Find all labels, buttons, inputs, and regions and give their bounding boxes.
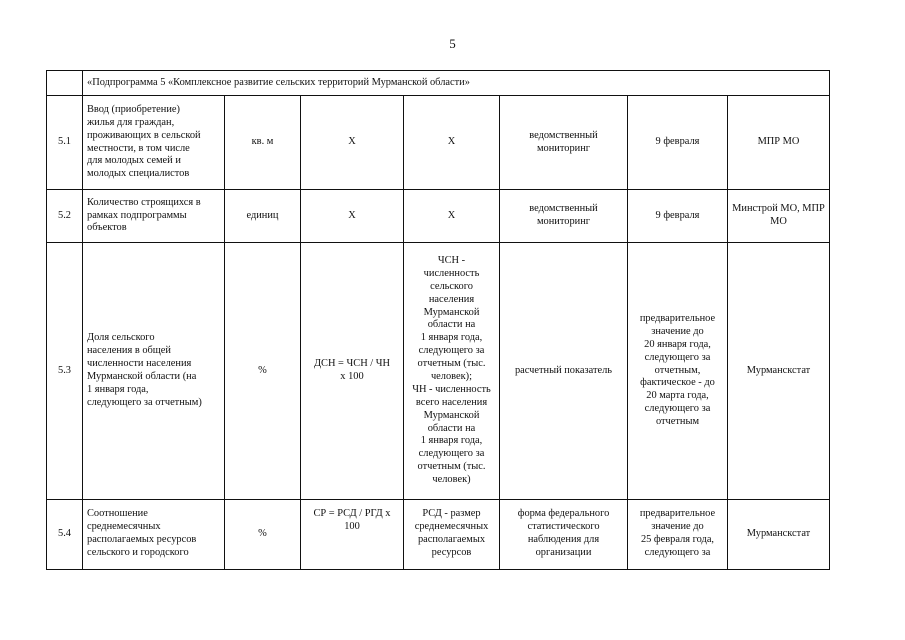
method-cell-line: наблюдения для bbox=[527, 533, 600, 545]
definition-cell-line: 1 января года, bbox=[420, 435, 483, 447]
method-cell bbox=[500, 243, 628, 500]
definition-cell-line: следующего за bbox=[418, 345, 485, 357]
method-cell-line: ведомственный bbox=[529, 203, 598, 215]
deadline-cell-line: следующего за bbox=[644, 546, 711, 558]
definition-cell-line: Х bbox=[447, 209, 456, 221]
indicator-name-line: 1 января года, bbox=[87, 383, 149, 395]
method-cell bbox=[500, 190, 628, 243]
definition-cell-line: располагаемых bbox=[417, 533, 486, 545]
definition-cell bbox=[404, 190, 500, 243]
definition-cell-line: населения bbox=[428, 293, 475, 305]
formula-cell bbox=[301, 190, 404, 243]
method-cell-line: ведомственный bbox=[529, 129, 598, 141]
indicator-name-line: населения в общей bbox=[87, 345, 171, 357]
deadline-cell-line: 20 марта года, bbox=[646, 390, 709, 402]
indicator-name bbox=[83, 190, 225, 243]
formula-cell-line: 100 bbox=[344, 520, 360, 532]
method-cell-line: статистического bbox=[527, 520, 600, 532]
deadline-cell-line: следующего за bbox=[644, 403, 711, 415]
method-cell bbox=[500, 500, 628, 570]
method-cell-line: организации bbox=[535, 546, 592, 558]
definition-cell-line: ЧН - численность bbox=[412, 383, 491, 395]
definition-cell-line: следующего за bbox=[418, 448, 485, 460]
responsible-cell-line: МПР МО bbox=[757, 136, 800, 148]
table-row bbox=[47, 96, 830, 190]
definition-cell bbox=[404, 500, 500, 570]
definition-cell-line: сельского bbox=[430, 280, 473, 292]
deadline-cell-line: фактическое - до bbox=[640, 377, 715, 389]
definition-cell-line: Мурманской bbox=[423, 306, 480, 318]
definition-cell-line: численность bbox=[423, 267, 480, 279]
indicator-name-line: Ввод (приобретение) bbox=[87, 103, 180, 115]
table-row bbox=[47, 500, 830, 570]
formula-cell-line: Х bbox=[348, 136, 356, 148]
responsible-cell-line: МО bbox=[770, 216, 787, 227]
definition-cell-line: Х bbox=[447, 136, 456, 148]
indicator-name-line: жилья для граждан, bbox=[87, 116, 175, 128]
deadline-cell-line: предварительное bbox=[639, 508, 716, 519]
definition-cell-line: среднемесячных bbox=[414, 520, 489, 532]
page-number: 5 bbox=[449, 36, 456, 51]
formula-cell-line: х 100 bbox=[340, 371, 364, 382]
definition-cell-line: РСД - размер bbox=[422, 508, 481, 519]
responsible-cell-line: Мурманскстат bbox=[746, 364, 811, 376]
definition-cell-line: области на bbox=[427, 422, 476, 434]
title-num-cell bbox=[47, 71, 83, 96]
table-row bbox=[47, 243, 830, 500]
unit-cell: % bbox=[225, 243, 301, 500]
deadline-cell-line: отчетным, bbox=[654, 364, 701, 376]
indicator-name bbox=[83, 500, 225, 570]
definition-cell-line: Мурманской bbox=[423, 409, 480, 421]
method-cell-line: расчетный показатель bbox=[514, 364, 613, 376]
definition-cell-line: всего населения bbox=[415, 396, 488, 408]
row-number: 5.1 bbox=[47, 96, 83, 190]
indicator-name-line: следующего за отчетным) bbox=[87, 396, 202, 408]
method-cell-line: мониторинг bbox=[536, 216, 591, 227]
formula-cell-line: ДСН = ЧСН / ЧН bbox=[313, 358, 391, 370]
indicator-name-line: располагаемых ресурсов bbox=[87, 533, 197, 545]
deadline-cell-line: значение до bbox=[651, 325, 704, 337]
method-cell-line: мониторинг bbox=[536, 142, 591, 154]
formula-cell bbox=[301, 243, 404, 500]
method-cell bbox=[500, 96, 628, 190]
responsible-cell bbox=[728, 190, 830, 243]
indicator-name bbox=[83, 96, 225, 190]
table-row bbox=[47, 190, 830, 243]
definition-cell-line: человек); bbox=[430, 371, 473, 382]
indicator-name-line: среднемесячных bbox=[87, 520, 161, 532]
unit-cell: % bbox=[225, 500, 301, 570]
deadline-cell-line: отчетным bbox=[655, 416, 700, 428]
subprogram-title-row bbox=[47, 71, 830, 96]
definition-cell-line: отчетным (тыс. bbox=[417, 358, 486, 370]
deadline-cell bbox=[628, 500, 728, 570]
definition-cell bbox=[404, 96, 500, 190]
deadline-cell-line: следующего за bbox=[644, 351, 711, 363]
deadline-cell-line: 9 февраля bbox=[655, 209, 700, 221]
definition-cell-line: человек) bbox=[432, 474, 471, 486]
definition-cell-line: ЧСН - bbox=[437, 254, 466, 266]
formula-cell-line: СР = РСД / РГД х bbox=[313, 508, 391, 519]
definition-cell-line: 1 января года, bbox=[420, 332, 483, 344]
definition-cell-line: области на bbox=[427, 319, 476, 331]
indicator-name-line: проживающих в сельской bbox=[87, 129, 201, 141]
deadline-cell-line: предварительное bbox=[639, 312, 716, 324]
responsible-cell-line: Мурманскстат bbox=[746, 528, 811, 540]
indicator-name-line: Доля сельского bbox=[87, 332, 155, 344]
definition-cell-line: ресурсов bbox=[431, 546, 472, 558]
indicator-name-line: рамках подпрограммы bbox=[87, 209, 187, 221]
responsible-cell bbox=[728, 96, 830, 190]
method-cell-line: форма федерального bbox=[517, 508, 610, 519]
deadline-cell-line: 25 февраля года, bbox=[640, 533, 715, 545]
indicator-name-line: объектов bbox=[87, 222, 127, 234]
indicator-name-line: сельского и городского bbox=[87, 546, 189, 558]
deadline-cell bbox=[628, 96, 728, 190]
indicators-table bbox=[46, 70, 830, 570]
indicator-name bbox=[83, 243, 225, 500]
formula-cell bbox=[301, 500, 404, 570]
subprogram-title: «Подпрограмма 5 «Комплексное развитие сельских территорий Мурманской области» bbox=[83, 71, 830, 96]
responsible-cell bbox=[728, 500, 830, 570]
row-number: 5.2 bbox=[47, 190, 83, 243]
definition-cell bbox=[404, 243, 500, 500]
deadline-cell-line: 9 февраля bbox=[655, 136, 700, 148]
responsible-cell-line: Минстрой МО, МПР bbox=[732, 203, 825, 215]
responsible-cell bbox=[728, 243, 830, 500]
deadline-cell-line: значение до bbox=[651, 520, 704, 532]
indicator-name-line: численности населения bbox=[87, 358, 192, 370]
indicator-name-line: для молодых семей и bbox=[87, 155, 181, 167]
deadline-cell-line: 20 января года, bbox=[644, 338, 711, 350]
indicator-name-line: Мурманской области (на bbox=[87, 371, 197, 382]
formula-cell-line: Х bbox=[348, 209, 356, 221]
formula-cell bbox=[301, 96, 404, 190]
unit-cell: единиц bbox=[225, 190, 301, 243]
indicator-name-line: молодых специалистов bbox=[87, 168, 190, 180]
deadline-cell bbox=[628, 243, 728, 500]
indicator-name-line: Соотношение bbox=[87, 508, 148, 519]
row-number: 5.4 bbox=[47, 500, 83, 570]
unit-cell: кв. м bbox=[225, 96, 301, 190]
definition-cell-line: отчетным (тыс. bbox=[417, 461, 486, 473]
deadline-cell bbox=[628, 190, 728, 243]
row-number: 5.3 bbox=[47, 243, 83, 500]
indicator-name-line: местности, в том числе bbox=[87, 142, 190, 154]
indicator-name-line: Количество строящихся в bbox=[87, 196, 201, 208]
